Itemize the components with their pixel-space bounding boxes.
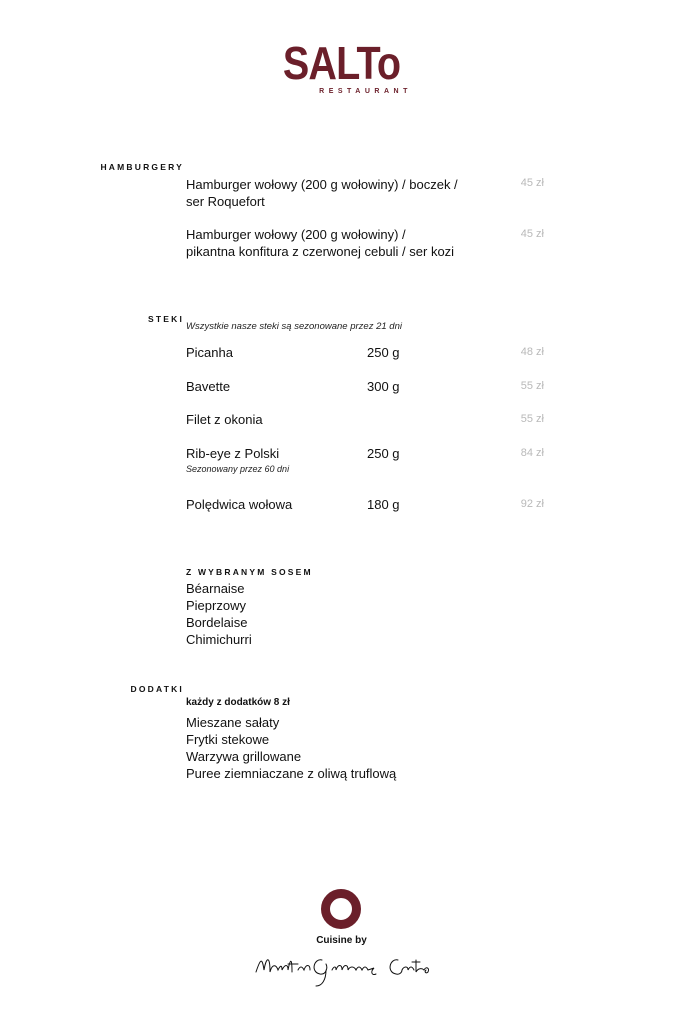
sauce-item: Pieprzowy [186, 598, 246, 613]
steak-weight: 300 g [367, 379, 400, 394]
steak-price: 55 zł [520, 380, 544, 392]
menu-item-price: 45 zł [520, 177, 544, 189]
section-label-steki: STEKI [147, 314, 184, 324]
logo-wordmark: SALTo [282, 37, 401, 89]
menu-item-name [186, 176, 458, 210]
steak-price: 84 zł [520, 447, 544, 459]
steak-note: Sezonowany przez 60 dni [186, 464, 290, 474]
steak-weight: 250 g [367, 345, 400, 360]
steak-name: Rib-eye z Polski [186, 446, 280, 461]
sauce-item: Béarnaise [186, 581, 245, 596]
sides-list [186, 714, 396, 782]
restaurant-logo [0, 38, 683, 98]
steak-name: Bavette [186, 379, 231, 394]
steak-weight: 250 g [367, 446, 400, 461]
menu-item-name-line: ser Roquefort [186, 194, 265, 209]
menu-item-price: 45 zł [520, 228, 544, 240]
steak-name: Polędwica wołowa [186, 497, 293, 512]
logo-subtitle: RESTAURANT [319, 88, 412, 95]
section-label-hamburgery: HAMBURGERY [100, 162, 184, 172]
side-item: Mieszane sałaty [186, 715, 280, 730]
steak-weight: 180 g [367, 497, 400, 512]
signature-graphic [252, 942, 434, 988]
menu-item-name-line: pikantna konfitura z czerwonej cebuli / ser kozi [186, 244, 455, 259]
steki-note: Wszystkie nasze steki są sezonowane przez 21 dni [186, 321, 402, 332]
menu-item-name [186, 226, 454, 260]
sauce-heading: Z WYBRANYM SOSEM [186, 567, 313, 577]
sides-price-note: każdy z dodatków 8 zł [186, 697, 290, 708]
chef-logo-ring-icon [321, 889, 361, 929]
chef-signature [252, 942, 434, 988]
steak-price: 92 zł [520, 498, 544, 510]
side-item: Frytki stekowe [186, 732, 270, 747]
menu-item-name-line: Hamburger wołowy (200 g wołowiny) / [186, 227, 406, 242]
section-label-dodatki: DODATKI [130, 684, 184, 694]
sauce-list [186, 580, 252, 648]
steak-price: 55 zł [520, 413, 544, 425]
menu-item-name-line: Hamburger wołowy (200 g wołowiny) / boczek / [186, 177, 458, 192]
sauce-item: Chimichurri [186, 632, 252, 647]
steak-name: Filet z okonia [186, 412, 263, 427]
cuisine-by-label: Cuisine by [316, 935, 367, 946]
side-item: Puree ziemniaczane z oliwą truflową [186, 766, 397, 781]
sauce-item: Bordelaise [186, 615, 248, 630]
steak-price: 48 zł [520, 346, 544, 358]
side-item: Warzywa grillowane [186, 749, 302, 764]
steak-name: Picanha [186, 345, 233, 360]
